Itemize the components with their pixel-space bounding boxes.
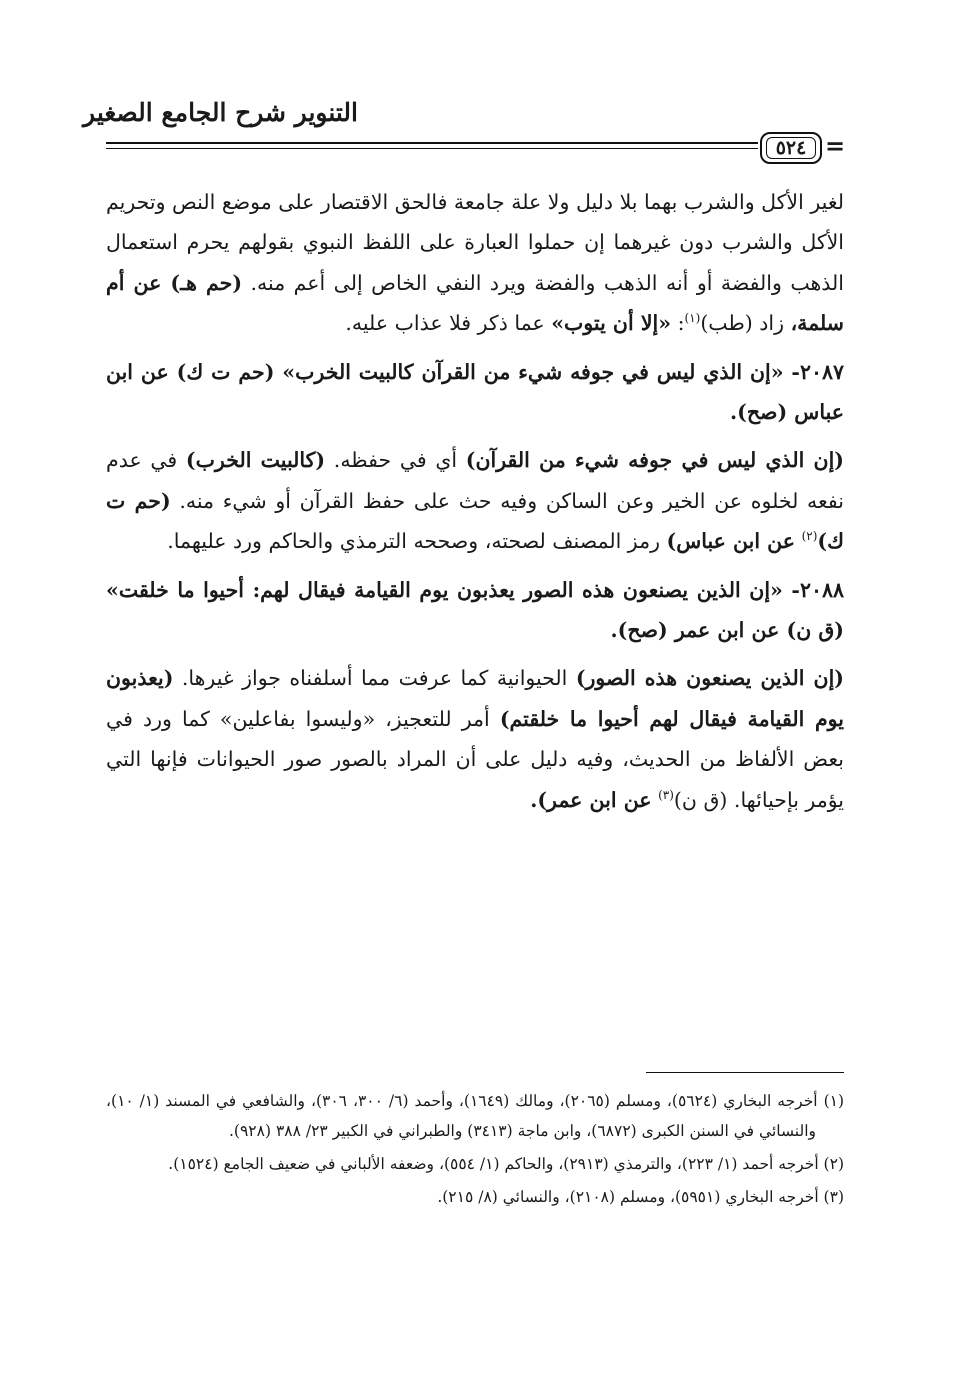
footnote-2: (٢) أخرجه أحمد (١/ ٢٢٣)، والترمذي (٢٩١٣)، والحاكم (١/ ٥٥٤)، وضعفه الألباني في ضعيف الجامع (١٥٢٤).	[168, 1155, 844, 1173]
quoted-addition: «إلا أن يتوب»	[551, 311, 672, 336]
footnote-1: (١) أخرجه البخاري (٥٦٢٤)، ومسلم (٢٠٦٥)، ومالك (١٦٤٩)، وأحمد (٦/ ٣٠٠، ٣٠٦)، والشافعي في المسند (١/ ١٠)، والنسائي في السنن الكبرى (٦٨٧٢)، وابن ماجة (٣٤١٣) والطبراني في الكبير ٢٣/ ٣٨٨ (٩٢٨).	[106, 1092, 845, 1140]
main-text	[106, 182, 844, 828]
footnote-marker-3: (٣)	[658, 787, 674, 802]
running-header-title: التنوير شرح الجامع الصغير	[83, 98, 358, 127]
footnotes	[106, 1086, 844, 1215]
source-reference: (حم هـ) عن أم سلمة،	[106, 270, 844, 336]
footnote-separator	[646, 1072, 844, 1073]
header-double-rule	[106, 142, 758, 153]
header-rule-thin	[106, 148, 758, 149]
page-number-frame	[760, 132, 822, 164]
footnote-marker-1: (١)	[684, 311, 701, 326]
header-ornament: =	[825, 131, 846, 160]
hadith-2087: ٢٠٨٧- «إن الذي ليس في جوفه شيء من القرآن كالبيت الخرب» (حم ت ك) عن ابن عباس (صح).	[106, 359, 844, 425]
footnote-3: (٣) أخرجه البخاري (٥٩٥١)، ومسلم (٢١٠٨)، والنسائي (٨/ ٢١٥).	[437, 1188, 844, 1206]
footnote-marker-2: (٢)	[801, 529, 818, 544]
paragraph-commentary-1: لغير الأكل والشرب بهما بلا دليل ولا علة جامعة فالحق الاقتصار على موضع النص وتحريم الأكل والشرب دون غيرهما إن حملوا العبارة على اللفظ النبوي بقولهم يحرم استعمال الذهب والفضة أو أنه الذهب والفضة ويرد النفي الخاص إلى أعم منه. (حم هـ) عن أم سلمة، زاد (طب)$^{(١)}$: «إلا أن يتوب» عما ذكر فلا عذاب عليه.	[106, 190, 844, 336]
paragraph-commentary-2: (إن الذي ليس في جوفه شيء من القرآن) أي في حفظه. (كالبيت الخرب) في عدم نفعه لخلوه عن الخير وعن الساكن وفيه حث على حفظ القرآن أو شيء منه. (حم ت ك)$^{(٢)}$ عن ابن عباس) رمز المصنف لصحته، وصححه الترمذي والحاكم ورد عليهما.	[106, 448, 844, 554]
header-rule-thick	[106, 142, 758, 144]
paragraph-commentary-3: (إن الذين يصنعون هذه الصور) الحيوانية كما عرفت مما أسلفناه جواز غيرها. (يعذبون يوم القيامة فيقال لهم أحيوا ما خلقتم) أمر للتعجيز، «وليسوا بفاعلين» كما ورد في بعض الألفاظ من الحديث، وفيه دليل على أن المراد بالصور صور الحيوانات فإنها التي يؤمر بإحيائها. (ق ن)$^{(٣)}$ عن ابن عمر).	[106, 666, 844, 812]
hadith-2088: ٢٠٨٨- «إن الذين يصنعون هذه الصور يعذبون يوم القيامة فيقال لهم: أحيوا ما خلقت» (ق ن) عن ابن عمر (صح).	[106, 577, 844, 643]
page-number: ٥٢٤	[766, 137, 816, 159]
